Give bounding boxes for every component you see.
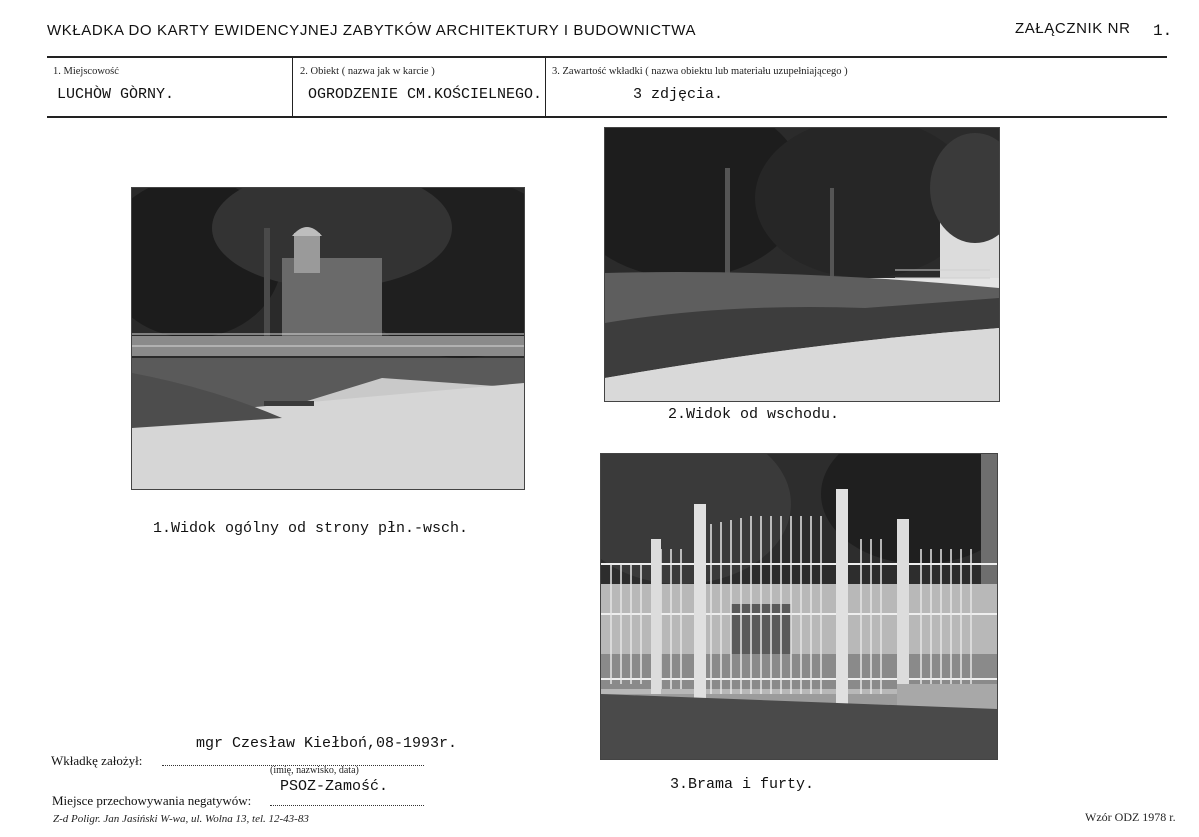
location-label: 1. Miejscowość: [53, 66, 119, 77]
photo-1-general-view: [131, 187, 525, 490]
field-divider-1: [292, 58, 293, 116]
photo-3-caption: 3.Brama i furty.: [670, 776, 815, 793]
author-hint: (imię, nazwisko, data): [270, 765, 359, 776]
negatives-label: Miejsce przechowywania negatywów:: [52, 793, 252, 808]
printer-imprint: Z-d Poligr. Jan Jasiński W-wa, ul. Wolna 13, tel. 12-43-83: [53, 813, 309, 825]
header-title: WKŁADKA DO KARTY EWIDENCYJNEJ ZABYTKÓW ARCHITEKTURY I BUDOWNICTWA: [47, 22, 697, 39]
photo-2-caption: 2.Widok od wschodu.: [668, 406, 840, 423]
photo-3-gate: [600, 453, 998, 760]
field-divider-2: [545, 58, 546, 116]
contents-label: 3. Zawartość wkładki ( nazwa obiektu lub materiału uzupełniającego ): [552, 66, 848, 77]
object-label: 2. Obiekt ( nazwa jak w karcie ): [300, 66, 435, 77]
negatives-value: PSOZ-Zamość.: [280, 778, 389, 795]
location-value: LUCHÒW GÒRNY.: [57, 86, 175, 103]
header-top-rule: [47, 56, 1167, 58]
author-value: mgr Czesław Kiełboń,08-1993r.: [196, 735, 458, 752]
header-bottom-rule: [47, 116, 1167, 118]
photo-2-east-view: [604, 127, 1000, 402]
annex-label: ZAŁĄCZNIK NR: [1015, 20, 1131, 37]
form-code: Wzór ODZ 1978 r.: [1085, 810, 1176, 824]
photo-1-caption: 1.Widok ogólny od strony płn.-wsch.: [153, 520, 469, 537]
annex-number: 1.: [1153, 22, 1173, 40]
contents-value: 3 zdjęcia.: [633, 86, 724, 103]
author-label: Wkładkę założył:: [51, 753, 143, 768]
object-value: OGRODZENIE CM.KOŚCIELNEGO.: [308, 86, 543, 103]
negatives-dotted-line: [270, 804, 424, 806]
